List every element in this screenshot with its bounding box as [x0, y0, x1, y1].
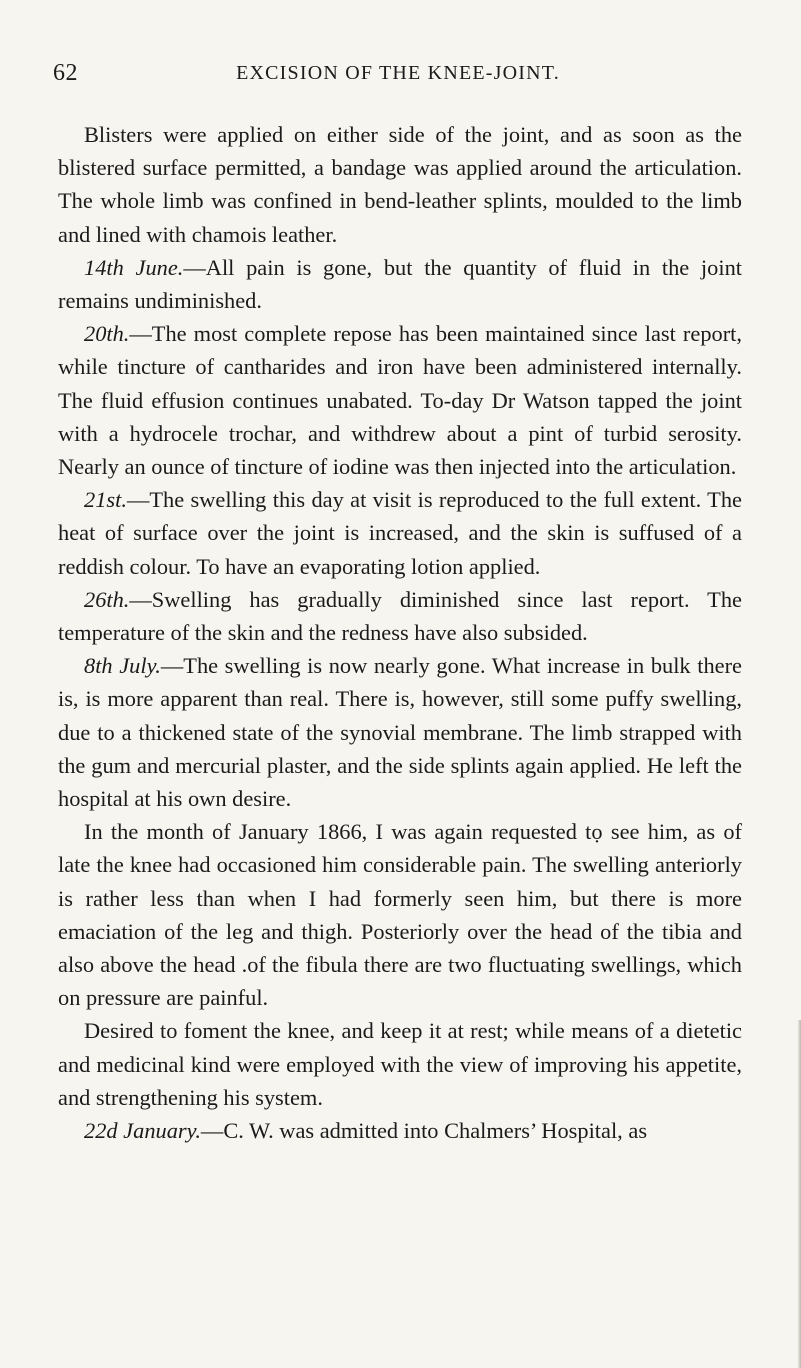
- paragraph-text: In the month of January 1866, I was again requested tọ see him, as of late the knee had occasioned him considerable pain. The swelling anteriorly is rather less than when I had formerly seen him, but there is more emaciation of the leg and thigh. Posteriorly over the head of the tibia and also above the head .of the fibula there are two fluctuating swellings, which on pressure are painful.: [58, 819, 742, 1011]
- entry-date: 22d January.: [84, 1118, 201, 1144]
- paragraph: [58, 1114, 742, 1147]
- paragraph: [58, 815, 742, 1014]
- paragraph-text: Desired to foment the knee, and keep it at rest; while means of a dietetic and medicinal kind were employed with the view of improving his appetite, and strengthening his system.: [58, 1018, 742, 1110]
- paragraph: [58, 583, 742, 649]
- entry-date: 21st.: [84, 487, 127, 513]
- paragraph-text: —All pain is gone, but the quantity of fluid in the joint remains undiminished.: [58, 254, 742, 314]
- paragraph: [58, 118, 742, 251]
- entry-date: 20th.: [84, 321, 130, 347]
- entry-date: 14th June.: [84, 254, 184, 280]
- paragraph-text: —The swelling is now nearly gone. What increase in bulk there is, is more apparent than real. There is, however, still some puffy swelling, due to a thickened state of the synovial membrane. The limb strapped with the gum and mercurial plaster, and the side splints again applied. He left the hospital at his own desire.: [58, 653, 742, 812]
- page-header: [53, 60, 743, 94]
- paragraph: [58, 483, 742, 583]
- page-number: 62: [53, 60, 78, 86]
- paragraph-text: —The most complete repose has been maintained since last report, while tincture of cantharides and iron have been administered internally. The fluid effusion continues unabated. To-day Dr Watson tapped the joint with a hydrocele trochar, and withdrew about a pint of turbid serosity. Nearly an ounce of tincture of iodine was then injected into the articulation.: [58, 321, 742, 480]
- paragraph-text: —C. W. was admitted into Chalmers’ Hospital, as: [200, 1118, 648, 1144]
- paragraph-text: —The swelling this day at visit is reproduced to the full extent. The heat of surface over the joint is increased, and the skin is suffused of a reddish colour. To have an evaporating lotion applied.: [58, 487, 742, 579]
- paragraph: [58, 317, 742, 483]
- body-text: [58, 118, 742, 1147]
- paragraph: [58, 649, 742, 815]
- paragraph: [58, 1014, 742, 1114]
- paragraph-text: —Swelling has gradually diminished since last report. The temperature of the skin and the redness have also subsided.: [58, 586, 742, 646]
- paragraph: [58, 251, 742, 317]
- running-title: EXCISION OF THE KNEE-JOINT.: [236, 62, 560, 84]
- paragraph-text: Blisters were applied on either side of the joint, and as soon as the blistered surface permitted, a bandage was applied around the articulation. The whole limb was confined in bend-leather splints, moulded to the limb and lined with chamois leather.: [58, 122, 742, 247]
- entry-date: 26th.: [84, 586, 130, 612]
- entry-date: 8th July.: [84, 653, 161, 679]
